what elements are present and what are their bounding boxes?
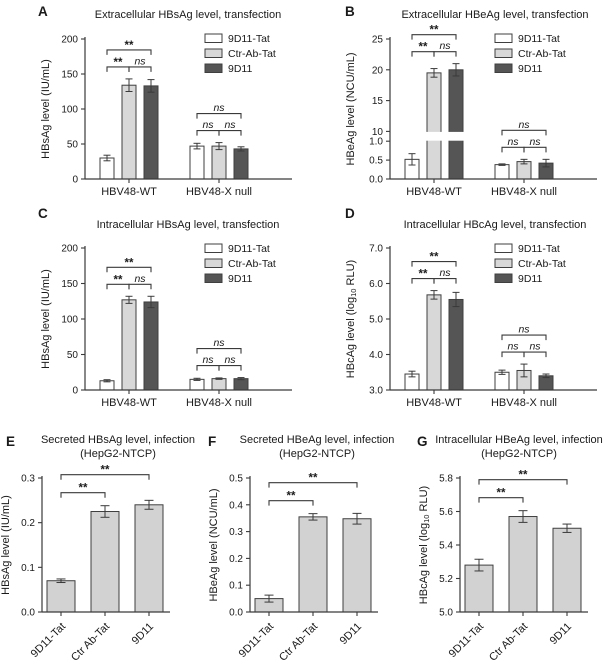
svg-text:ns: ns <box>224 119 236 132</box>
svg-text:9D11-Tat: 9D11-Tat <box>228 243 270 255</box>
panel-g-chart <box>405 410 610 671</box>
panel-a-chart <box>0 0 305 200</box>
svg-text:HBV48-WT: HBV48-WT <box>101 186 157 198</box>
svg-text:**: ** <box>496 487 506 500</box>
svg-text:5.0: 5.0 <box>439 607 453 619</box>
svg-text:HBV48-X null: HBV48-X null <box>185 397 253 409</box>
svg-text:10: 10 <box>371 126 383 138</box>
svg-text:0.0: 0.0 <box>229 607 243 619</box>
svg-text:ns: ns <box>439 40 451 53</box>
svg-text:9D11-Tat: 9D11-Tat <box>446 620 487 661</box>
svg-text:9D11-Tat: 9D11-Tat <box>518 243 560 255</box>
svg-text:4.0: 4.0 <box>369 350 383 361</box>
svg-text:D: D <box>345 206 355 221</box>
svg-text:**: ** <box>124 257 134 270</box>
svg-text:0.0: 0.0 <box>21 607 35 619</box>
svg-text:Ctr-Ab-Tat: Ctr-Ab-Tat <box>518 258 566 270</box>
svg-text:ns: ns <box>507 340 519 353</box>
svg-text:0.2: 0.2 <box>229 553 243 565</box>
svg-text:HBeAg level (NCU/mL): HBeAg level (NCU/mL) <box>345 52 357 166</box>
svg-text:ns: ns <box>529 340 541 353</box>
svg-text:100: 100 <box>61 104 78 116</box>
svg-text:ns: ns <box>134 55 146 68</box>
svg-text:**: ** <box>429 24 439 37</box>
svg-text:E: E <box>6 434 16 449</box>
svg-text:0: 0 <box>72 385 78 397</box>
svg-text:ns: ns <box>202 354 214 367</box>
svg-text:(HepG2-NTCP): (HepG2-NTCP) <box>80 448 156 460</box>
svg-text:Ctr-Ab-Tat: Ctr-Ab-Tat <box>228 258 276 270</box>
svg-text:**: ** <box>78 482 88 495</box>
svg-text:Intracellular HBeAg level, inf: Intracellular HBeAg level, infection <box>435 434 603 446</box>
svg-text:ns: ns <box>518 323 530 336</box>
panel-e-chart <box>0 410 202 671</box>
svg-text:**: ** <box>100 464 110 477</box>
svg-text:HBsAg level (IU/mL): HBsAg level (IU/mL) <box>40 59 52 159</box>
svg-text:HBcAg level (log10 RLU): HBcAg level (log10 RLU) <box>345 259 358 379</box>
svg-text:**: ** <box>113 274 123 287</box>
svg-text:50: 50 <box>66 139 78 151</box>
svg-text:5.8: 5.8 <box>439 473 453 485</box>
svg-text:C: C <box>38 206 48 221</box>
panel-d-chart <box>305 200 610 410</box>
svg-text:ns: ns <box>213 337 225 350</box>
svg-text:0.3: 0.3 <box>21 473 35 485</box>
svg-text:0.5: 0.5 <box>229 473 243 485</box>
svg-text:Extracellular HBeAg level, tra: Extracellular HBeAg level, transfection <box>401 9 589 21</box>
svg-text:150: 150 <box>61 279 78 290</box>
svg-text:0: 0 <box>72 174 78 186</box>
svg-text:Extracellular HBsAg level, tra: Extracellular HBsAg level, transfection <box>94 9 282 21</box>
svg-text:ns: ns <box>518 118 530 131</box>
svg-text:Secreted HBsAg level, infectio: Secreted HBsAg level, infection <box>40 434 196 446</box>
svg-text:0.0: 0.0 <box>369 174 383 186</box>
svg-text:25: 25 <box>371 34 383 46</box>
svg-text:100: 100 <box>61 314 78 326</box>
svg-text:9D11: 9D11 <box>518 63 543 75</box>
svg-text:9D11: 9D11 <box>228 273 253 285</box>
svg-text:HBV48-WT: HBV48-WT <box>406 397 462 409</box>
svg-text:6.0: 6.0 <box>369 279 383 290</box>
svg-text:HBV48-X null: HBV48-X null <box>490 186 558 198</box>
svg-text:ns: ns <box>439 267 451 280</box>
svg-text:Intracellular HBsAg level, tra: Intracellular HBsAg level, transfection <box>96 219 280 231</box>
svg-text:9D11: 9D11 <box>129 620 157 648</box>
svg-text:HBeAg level (NCU/mL): HBeAg level (NCU/mL) <box>208 488 220 602</box>
svg-text:200: 200 <box>61 34 78 46</box>
svg-text:9D11-Tat: 9D11-Tat <box>28 620 69 661</box>
svg-text:HBV48-WT: HBV48-WT <box>101 397 157 409</box>
svg-text:9D11-Tat: 9D11-Tat <box>228 33 270 45</box>
svg-text:(HepG2-NTCP): (HepG2-NTCP) <box>481 448 557 460</box>
svg-text:ns: ns <box>507 135 519 148</box>
panel-b-chart <box>305 0 610 200</box>
svg-text:Ctr Ab-Tat: Ctr Ab-Tat <box>487 620 531 664</box>
svg-text:5.6: 5.6 <box>439 507 453 518</box>
svg-text:Ctr Ab-Tat: Ctr Ab-Tat <box>277 620 321 664</box>
svg-text:**: ** <box>124 39 134 52</box>
svg-text:(HepG2-NTCP): (HepG2-NTCP) <box>279 448 355 460</box>
svg-text:B: B <box>345 4 355 19</box>
svg-text:3.0: 3.0 <box>369 385 383 397</box>
svg-text:**: ** <box>429 251 439 264</box>
svg-text:15: 15 <box>371 96 383 108</box>
svg-text:150: 150 <box>61 69 78 81</box>
svg-text:HBcAg level (log10 RLU): HBcAg level (log10 RLU) <box>418 485 431 605</box>
svg-text:9D11: 9D11 <box>518 273 543 285</box>
svg-text:**: ** <box>518 469 528 482</box>
panel-f-chart <box>202 410 405 671</box>
svg-text:**: ** <box>418 268 428 281</box>
svg-text:**: ** <box>113 56 123 69</box>
svg-text:F: F <box>208 434 217 449</box>
svg-text:Secreted HBeAg level, infectio: Secreted HBeAg level, infection <box>239 434 395 446</box>
svg-text:5.2: 5.2 <box>439 574 453 585</box>
svg-text:HBsAg level (IU/mL): HBsAg level (IU/mL) <box>0 495 12 595</box>
svg-text:0.3: 0.3 <box>229 527 243 539</box>
panel-c-chart <box>0 200 305 410</box>
svg-text:0.5: 0.5 <box>369 155 383 167</box>
svg-text:**: ** <box>308 472 318 485</box>
svg-text:ns: ns <box>213 102 225 115</box>
svg-text:200: 200 <box>61 243 78 255</box>
svg-text:0.4: 0.4 <box>229 500 243 512</box>
svg-text:20: 20 <box>371 65 383 77</box>
svg-text:0.2: 0.2 <box>21 518 35 530</box>
svg-text:HBV48-X null: HBV48-X null <box>185 186 253 198</box>
svg-text:1.0: 1.0 <box>369 136 383 148</box>
svg-text:HBV48-X null: HBV48-X null <box>490 397 558 409</box>
svg-text:Ctr-Ab-Tat: Ctr-Ab-Tat <box>518 48 566 60</box>
svg-text:50: 50 <box>66 350 78 361</box>
svg-text:Ctr Ab-Tat: Ctr Ab-Tat <box>69 620 113 664</box>
svg-text:HBV48-WT: HBV48-WT <box>406 186 462 198</box>
svg-text:9D11: 9D11 <box>337 620 365 648</box>
svg-text:HBsAg level (IU/mL): HBsAg level (IU/mL) <box>40 269 52 369</box>
svg-text:0.1: 0.1 <box>21 562 35 574</box>
svg-text:ns: ns <box>529 135 541 148</box>
svg-text:9D11: 9D11 <box>228 63 253 75</box>
svg-text:9D11: 9D11 <box>547 620 575 648</box>
svg-text:Ctr-Ab-Tat: Ctr-Ab-Tat <box>228 48 276 60</box>
svg-text:0.1: 0.1 <box>229 580 243 592</box>
svg-text:9D11-Tat: 9D11-Tat <box>518 33 560 45</box>
svg-text:ns: ns <box>134 272 146 285</box>
svg-text:ns: ns <box>224 354 236 367</box>
svg-text:**: ** <box>418 41 428 54</box>
svg-text:5.0: 5.0 <box>369 314 383 326</box>
svg-text:7.0: 7.0 <box>369 243 383 255</box>
svg-text:ns: ns <box>202 119 214 132</box>
svg-text:9D11-Tat: 9D11-Tat <box>236 620 277 661</box>
svg-text:5.4: 5.4 <box>439 540 453 552</box>
svg-text:Intracellular HBcAg level, tra: Intracellular HBcAg level, transfection <box>403 219 587 231</box>
svg-text:**: ** <box>286 490 296 503</box>
svg-text:G: G <box>417 434 428 449</box>
svg-text:A: A <box>38 4 48 19</box>
